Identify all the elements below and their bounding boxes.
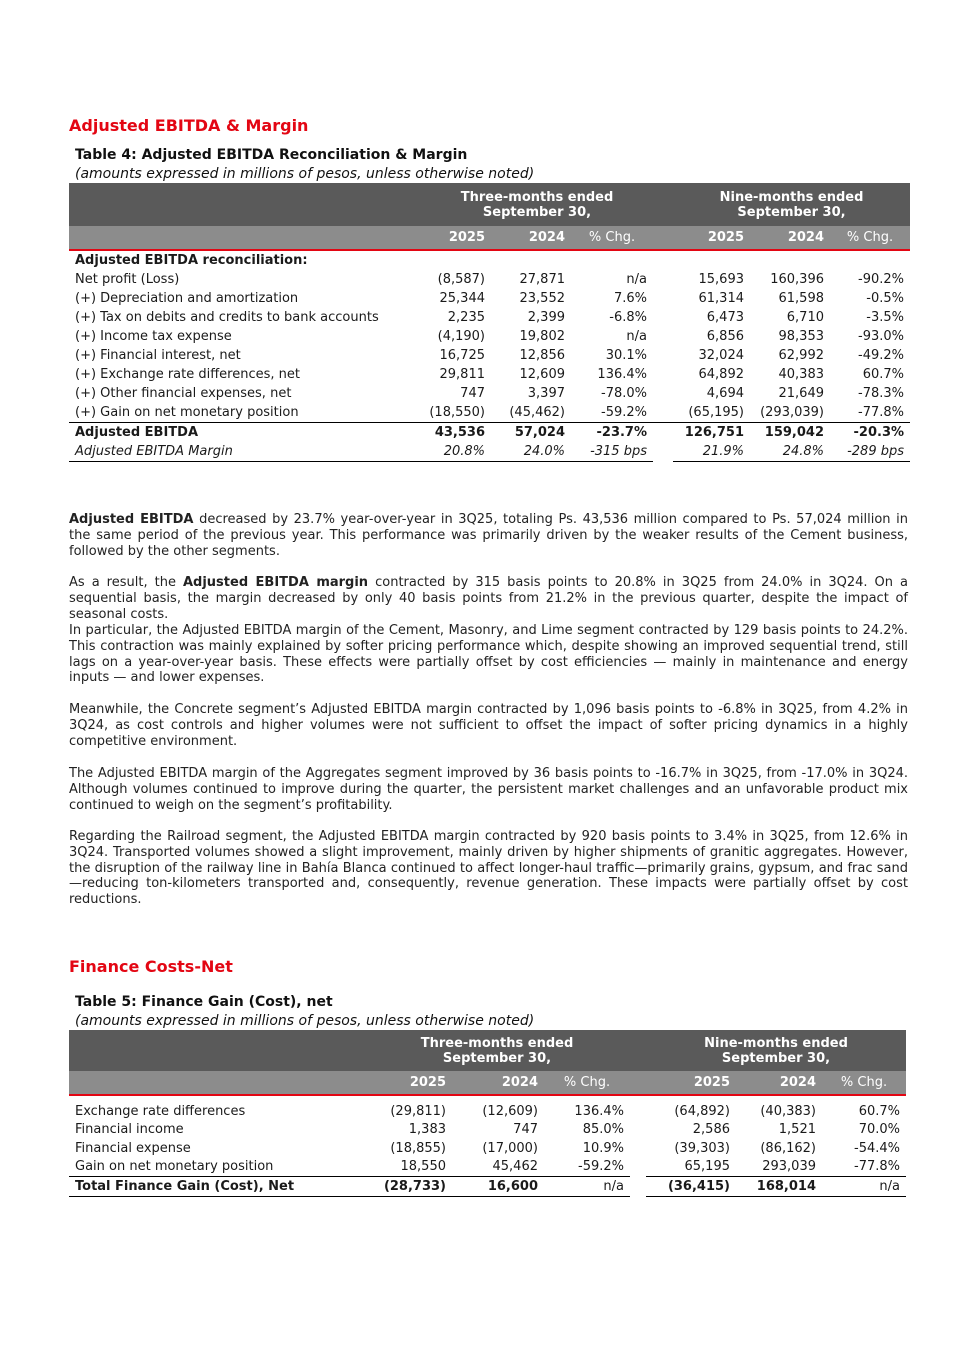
header-nine-months-line1: Nine-months ended — [719, 189, 864, 205]
table-row — [69, 327, 910, 346]
row-label: Exchange rate differences — [75, 1103, 246, 1119]
total-9m-chg: n/a — [822, 1177, 906, 1197]
cell-9m-2024: 6,710 — [786, 310, 824, 325]
total-row — [69, 423, 910, 443]
section-title-ebitda: Adjusted EBITDA & Margin — [69, 116, 309, 135]
header-gap — [630, 1030, 646, 1071]
cell-9m-chg: -49.2% — [858, 348, 905, 363]
header-nine-months-line2: September 30, — [737, 204, 846, 220]
row-label: (+) Tax on debits and credits to bank accounts — [75, 310, 379, 325]
total-9m-2025: (36,415) — [646, 1177, 736, 1197]
col-3m-2025: 2025 — [421, 226, 491, 250]
cell-9m-2024: 160,396 — [770, 272, 824, 287]
cell-9m-chg: -77.8% — [854, 1159, 901, 1175]
header-nine-months-line2: September 30, — [721, 1050, 831, 1066]
cell-9m-2024: 98,353 — [778, 329, 824, 344]
cell-3m-2024: 2,399 — [527, 310, 565, 325]
cell-9m-2025: 15,693 — [698, 272, 744, 287]
row-label: (+) Other financial expenses, net — [75, 386, 292, 401]
cell-3m-2025: 18,550 — [400, 1159, 446, 1175]
cell-9m-chg: -90.2% — [858, 272, 905, 287]
cell-9m-2024: (40,383) — [760, 1103, 816, 1119]
table-row — [69, 346, 910, 365]
cell-3m-2025: 25,344 — [439, 291, 485, 306]
paragraph-aggregates: The Adjusted EBITDA margin of the Aggregates segment improved by 36 basis points to -16.7% in 3Q25, from -17.0% in 3Q24. Although volumes continued to improve during the quarter, the persistent market challenges and an unfavorable product mix continued to weigh on the segment’s profitability. — [69, 766, 908, 813]
cell-9m-2025: 64,892 — [698, 367, 744, 382]
margin-3m-2024: 24.0% — [491, 442, 571, 462]
total-3m-chg: n/a — [544, 1177, 630, 1197]
cell-3m-2025: 1,383 — [408, 1122, 446, 1138]
cell-3m-2024: 23,552 — [519, 291, 565, 306]
cell-9m-2024: 40,383 — [778, 367, 824, 382]
cell-3m-chg: -6.8% — [609, 310, 647, 325]
cell-9m-chg: -54.4% — [854, 1140, 901, 1156]
total-9m-2024: 168,014 — [736, 1177, 822, 1197]
margin-9m-2025: 21.9% — [673, 442, 750, 462]
cell-3m-chg: 85.0% — [582, 1122, 624, 1138]
finance-gain-table — [69, 1030, 906, 1197]
cell-3m-2025: 747 — [460, 386, 485, 401]
cell-3m-chg: 7.6% — [613, 291, 647, 306]
table-row — [69, 308, 910, 327]
header-three-months — [421, 183, 653, 226]
table-row — [69, 1102, 906, 1121]
header-nine-months — [673, 183, 910, 226]
cell-9m-chg: 60.7% — [862, 367, 905, 382]
cell-3m-chg: -59.2% — [601, 405, 647, 420]
col-3m-2025: 2025 — [364, 1071, 452, 1095]
table-row — [69, 403, 910, 423]
subheader-gap — [630, 1071, 646, 1095]
row-label: (+) Depreciation and amortization — [75, 291, 299, 306]
row-label: Gain on net monetary position — [75, 1159, 274, 1175]
col-3m-2024: 2024 — [452, 1071, 544, 1095]
total-3m-chg: -23.7% — [571, 423, 653, 443]
table5-subtitle: (amounts expressed in millions of pesos, unless otherwise noted) — [75, 1013, 535, 1029]
cell-9m-2024: 1,521 — [778, 1122, 816, 1138]
cell-9m-2024: 293,039 — [762, 1159, 816, 1175]
cell-3m-chg: 136.4% — [574, 1103, 624, 1119]
cell-3m-2025: (4,190) — [437, 329, 485, 344]
total-label: Adjusted EBITDA — [69, 423, 421, 443]
row-label: (+) Financial interest, net — [75, 348, 241, 363]
col-9m-2024: 2024 — [736, 1071, 822, 1095]
header-blank — [69, 1030, 364, 1071]
cell-9m-2024: 61,598 — [778, 291, 824, 306]
cell-3m-2025: (18,855) — [390, 1140, 446, 1156]
cell-9m-2025: 2,586 — [692, 1122, 730, 1138]
margin-3m-chg: -315 bps — [571, 442, 653, 462]
cell-9m-2025: 65,195 — [684, 1159, 730, 1175]
cell-9m-chg: -93.0% — [858, 329, 905, 344]
cell-3m-2024: 12,856 — [519, 348, 565, 363]
cell-9m-chg: -77.8% — [858, 405, 905, 420]
cell-3m-chg: n/a — [626, 272, 647, 287]
cell-3m-2025: 2,235 — [447, 310, 485, 325]
cell-9m-2024: 62,992 — [778, 348, 824, 363]
table-row — [69, 1158, 906, 1177]
cell-3m-chg: n/a — [626, 329, 647, 344]
paragraph-railroad: Regarding the Railroad segment, the Adjusted EBITDA margin contracted by 920 basis points to 3.4% in 3Q25, from 12.6% in 3Q24. Transported volumes showed a slight improvement, mainly driven by higher shipments of granitic aggregates. However, the disruption of the railway line in Bahía Blanca continued to affect longer-haul traffic—primarily grains, gypsum, and frac sand—reducing ton-kilometers transported and, consequently, revenue generation. These impacts were partially offset by cost reductions. — [69, 829, 908, 908]
margin-label: Adjusted EBITDA Margin — [69, 442, 421, 462]
col-9m-2025: 2025 — [646, 1071, 736, 1095]
table4-subtitle: (amounts expressed in millions of pesos, unless otherwise noted) — [75, 166, 535, 182]
paragraph-concrete: Meanwhile, the Concrete segment’s Adjusted EBITDA margin contracted by 1,096 basis points to -6.8% in 3Q25, from 4.2% in 3Q24, as cost controls and higher volumes were not sufficient to offset the impact of softer pricing dynamics in a highly competitive environment. — [69, 702, 908, 749]
total-9m-chg: -20.3% — [830, 423, 910, 443]
total-row — [69, 1177, 906, 1197]
header-three-months-line1: Three-months ended — [460, 189, 614, 205]
cell-9m-2025: 61,314 — [698, 291, 744, 306]
subheader-blank — [69, 1071, 364, 1095]
header-three-months — [364, 1030, 630, 1071]
cell-9m-2025: (65,195) — [688, 405, 744, 420]
total-3m-2024: 57,024 — [491, 423, 571, 443]
col-9m-2025: 2025 — [673, 226, 750, 250]
cell-9m-2025: 6,473 — [706, 310, 744, 325]
cell-3m-2024: (45,462) — [509, 405, 565, 420]
header-nine-months-line1: Nine-months ended — [704, 1035, 848, 1051]
margin-row — [69, 442, 910, 462]
cell-3m-2025: (8,587) — [437, 272, 485, 287]
paragraph-text: contracted by 315 basis points to 20.8% in 3Q25 from 24.0% in 3Q24. On a sequential basis, the margin decreased by only 40 basis points from 21.2% in the previous quarter, despite the impact of seasonal costs. — [69, 575, 909, 622]
cell-3m-chg: 30.1% — [605, 348, 647, 363]
subheader-gap — [653, 226, 673, 250]
cell-9m-2024: (293,039) — [760, 405, 824, 420]
header-nine-months — [646, 1030, 906, 1071]
header-three-months-line1: Three-months ended — [420, 1035, 574, 1051]
cell-9m-2025: 32,024 — [698, 348, 744, 363]
total-label: Total Finance Gain (Cost), Net — [69, 1177, 364, 1197]
cell-3m-chg: -78.0% — [601, 386, 647, 401]
cell-3m-2024: 45,462 — [492, 1159, 538, 1175]
subheader-blank — [69, 226, 421, 250]
cell-9m-2025: 6,856 — [706, 329, 744, 344]
cell-9m-chg: -0.5% — [866, 291, 905, 306]
cell-3m-2025: (18,550) — [429, 405, 485, 420]
paragraph-ebitda-summary — [69, 512, 908, 559]
total-3m-2024: 16,600 — [452, 1177, 544, 1197]
margin-9m-chg: -289 bps — [830, 442, 910, 462]
table-row — [69, 1139, 906, 1158]
margin-9m-2024: 24.8% — [750, 442, 830, 462]
cell-3m-2024: (17,000) — [482, 1140, 538, 1156]
row-label: Financial income — [75, 1122, 184, 1138]
col-3m-chg: % Chg. — [544, 1071, 630, 1095]
col-9m-chg: % Chg. — [830, 226, 910, 250]
header-blank — [69, 183, 421, 226]
row-label: (+) Income tax expense — [75, 329, 232, 344]
cell-3m-2024: 19,802 — [519, 329, 565, 344]
col-9m-chg: % Chg. — [822, 1071, 906, 1095]
cell-9m-chg: 60.7% — [858, 1103, 901, 1119]
paragraph-text: decreased by 23.7% year-over-year in 3Q25, totaling Ps. 43,536 million compared to Ps. 57,024 million in the same period of the previous year. This performance was primarily driven by the weaker results of the Cement business, followed by the other segments. — [69, 512, 908, 559]
cell-3m-chg: -59.2% — [578, 1159, 624, 1175]
cell-3m-2024: 3,397 — [527, 386, 565, 401]
cell-9m-chg: 70.0% — [858, 1122, 901, 1138]
paragraph-text: As a result, the — [69, 575, 183, 590]
cell-3m-2025: 16,725 — [439, 348, 485, 363]
total-3m-2025: (28,733) — [364, 1177, 452, 1197]
cell-9m-2025: 4,694 — [706, 386, 744, 401]
cell-3m-2025: 29,811 — [439, 367, 485, 382]
reconciliation-section-label: Adjusted EBITDA reconciliation: — [75, 253, 308, 268]
cell-9m-2025: (64,892) — [674, 1103, 730, 1119]
header-gap — [653, 183, 673, 226]
paragraph-cement: In particular, the Adjusted EBITDA margin of the Cement, Masonry, and Lime segment contracted by 129 basis points to 24.2%. This contraction was mainly explained by softer pricing performance which, despite showing an improved sequential trend, still lags on a year-over-year basis. These effects were partially offset by cost efficiencies — mainly in maintenance and energy inputs — and lower expenses. — [69, 623, 908, 686]
table4-title: Table 4: Adjusted EBITDA Reconciliation & Margin — [75, 147, 468, 163]
table5-title: Table 5: Finance Gain (Cost), net — [75, 994, 333, 1010]
row-label: (+) Exchange rate differences, net — [75, 367, 300, 382]
cell-9m-2024: (86,162) — [760, 1140, 816, 1156]
cell-3m-2025: (29,811) — [390, 1103, 446, 1119]
table-row — [69, 289, 910, 308]
paragraph-bold-term: Adjusted EBITDA — [69, 512, 194, 527]
header-three-months-line2: September 30, — [442, 1050, 552, 1066]
cell-3m-2024: (12,609) — [482, 1103, 538, 1119]
row-label: (+) Gain on net monetary position — [75, 405, 299, 420]
cell-3m-chg: 136.4% — [597, 367, 647, 382]
col-3m-chg: % Chg. — [571, 226, 653, 250]
cell-9m-2025: (39,303) — [674, 1140, 730, 1156]
ebitda-reconciliation-table — [69, 183, 910, 462]
row-label: Net profit (Loss) — [75, 272, 180, 287]
cell-9m-chg: -3.5% — [866, 310, 905, 325]
total-9m-2024: 159,042 — [750, 423, 830, 443]
header-three-months-line2: September 30, — [482, 204, 592, 220]
paragraph-bold-term: Adjusted EBITDA margin — [182, 575, 369, 590]
table-row — [69, 1121, 906, 1140]
col-3m-2024: 2024 — [491, 226, 571, 250]
total-3m-2025: 43,536 — [421, 423, 491, 443]
table-row — [69, 384, 910, 403]
cell-9m-chg: -78.3% — [858, 386, 905, 401]
table-row — [69, 365, 910, 384]
section-title-finance: Finance Costs-Net — [69, 957, 233, 976]
cell-3m-chg: 10.9% — [582, 1140, 624, 1156]
row-label: Financial expense — [75, 1140, 191, 1156]
paragraph-ebitda-margin — [69, 575, 908, 622]
table-row — [69, 270, 910, 289]
margin-3m-2025: 20.8% — [421, 442, 491, 462]
cell-3m-2024: 747 — [513, 1122, 538, 1138]
cell-9m-2024: 21,649 — [778, 386, 824, 401]
cell-3m-2024: 12,609 — [519, 367, 565, 382]
col-9m-2024: 2024 — [750, 226, 830, 250]
total-9m-2025: 126,751 — [673, 423, 750, 443]
cell-3m-2024: 27,871 — [519, 272, 565, 287]
